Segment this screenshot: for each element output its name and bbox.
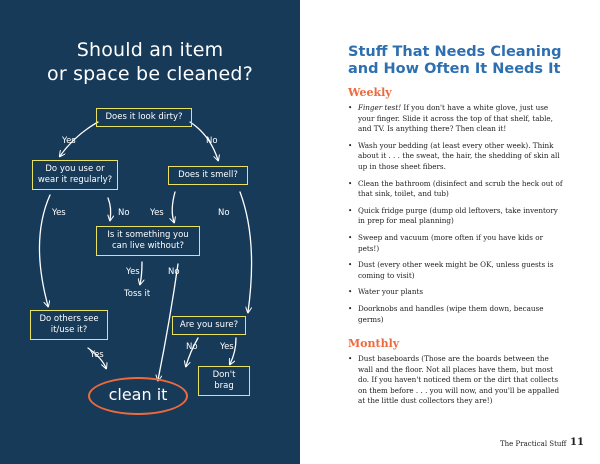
label-yes: Yes: [220, 342, 234, 352]
flowchart-title-line2: or space be cleaned?: [47, 63, 253, 85]
monthly-list: [348, 354, 566, 413]
arrow-use-yes: [39, 195, 50, 306]
arrow-use-no: [108, 198, 111, 220]
label-yes: Yes: [52, 208, 66, 218]
label-no: No: [206, 136, 218, 146]
list-item: [348, 287, 566, 298]
list-item: [348, 233, 566, 254]
list-item: [348, 103, 566, 135]
monthly-heading: Monthly: [348, 337, 400, 350]
label-no: No: [218, 208, 230, 218]
list-item: [348, 206, 566, 227]
running-footer: The Practical Stuff: [500, 440, 567, 448]
item-text: Dust baseboards (Those are the boards between the wall and the floor. Not all places have them, but most do. If you haven't noticed them or the dirt that collects on them before . . . you will now, and you'll be appalled at the little dust collectors they are!): [358, 354, 560, 406]
arrow-live-yes: [140, 262, 142, 284]
text-page: [300, 0, 600, 464]
weekly-heading: Weekly: [348, 86, 392, 99]
list-item: [348, 304, 566, 325]
item-lead: Finger test!: [358, 103, 402, 112]
page-title: [348, 44, 562, 78]
label-no: No: [186, 342, 198, 352]
list-item: [348, 179, 566, 200]
question-live-without: Is it something you can live without?: [96, 226, 200, 256]
flowchart-title-line1: Should an item: [76, 39, 224, 61]
list-item: [348, 141, 566, 173]
question-are-you-sure: Are you sure?: [172, 316, 246, 335]
item-text: Clean the bathroom (disinfect and scrub the heck out of that sink, toilet, and tub): [358, 178, 563, 199]
item-text: Dust (every other week might be OK, unless guests is coming to visit): [358, 260, 554, 280]
item-text: Water your plants: [358, 287, 424, 297]
page-title-line2: and How Often It Needs It: [348, 61, 561, 77]
arrow-smell-yes: [172, 192, 175, 222]
label-no: No: [118, 208, 130, 218]
item-text: If you don't have a white glove, just use your finger. Slide it across the top of that shelf, table, and TV. Is anything there? Then clean it!: [358, 103, 553, 134]
label-yes: Yes: [62, 136, 76, 146]
label-yes: Yes: [150, 208, 164, 218]
weekly-list: [348, 103, 566, 331]
toss-it: Toss it: [124, 289, 151, 299]
item-text: Wash your bedding (at least every other week). Think about it . . . the sweat, the hair, the shedding of skin all up in those sheet fibers.: [358, 140, 560, 171]
question-look-dirty: Does it look dirty?: [96, 108, 192, 127]
page-number: 11: [570, 437, 584, 448]
item-text: Quick fridge purge (dump old leftovers, take inventory in prep for meal planning): [358, 205, 558, 226]
question-use-or-wear: Do you use or wear it regularly?: [32, 160, 118, 190]
list-item: [348, 354, 566, 407]
question-others-see: Do others see it/use it?: [30, 310, 108, 340]
label-yes: Yes: [90, 350, 104, 360]
clean-it: clean it: [108, 385, 168, 404]
item-text: Sweep and vacuum (more often if you have kids or pets!): [358, 232, 544, 253]
list-item: [348, 260, 566, 281]
question-smell: Does it smell?: [168, 166, 248, 185]
dont-brag: Don't brag: [198, 366, 250, 396]
label-yes: Yes: [126, 267, 140, 277]
label-no: No: [168, 267, 180, 277]
item-text: Doorknobs and handles (wipe them down, because germs): [358, 303, 544, 324]
arrow-smell-no: [240, 192, 252, 312]
page-title-line1: Stuff That Needs Cleaning: [348, 44, 562, 60]
